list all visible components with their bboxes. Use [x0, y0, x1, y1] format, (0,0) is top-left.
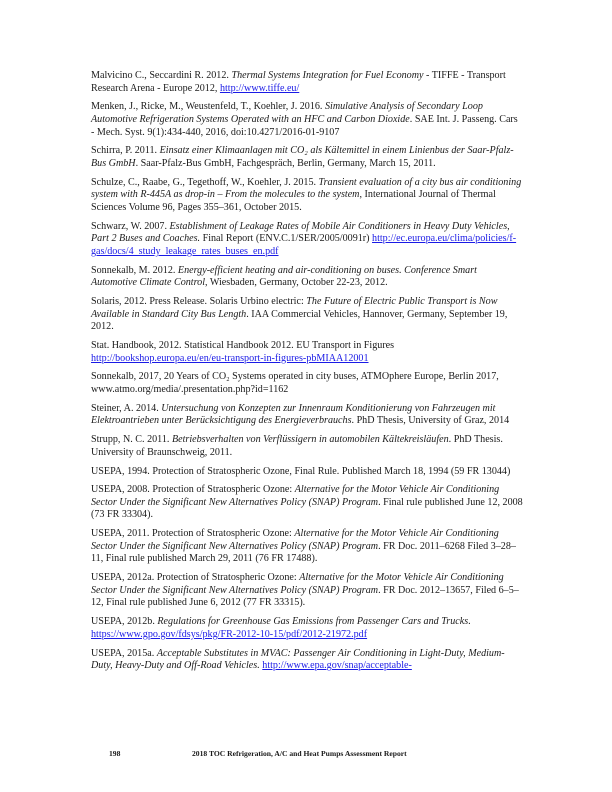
reference-entry [91, 296, 523, 334]
reference-text: . PhD Thesis, University of Graz, 2014 [351, 415, 510, 427]
reference-text: . SAE Int. J. Passeng. Cars - Mech. Syst. 9(1):434-440, 2016, doi:10.4271/2016-01-9107 [91, 113, 518, 138]
reference-entry [91, 221, 523, 259]
reference-text: Solaris, 2012. Press Release. Solaris Urbino electric: [91, 296, 307, 308]
reference-title: Energy-efficient heating and air-conditioning on buses. Conference Smart Automotive Climate Control [91, 264, 477, 289]
reference-text: . Saar-Pfalz-Bus GmbH, Fachgespräch, Berlin, Germany, March 15, 2011. [135, 157, 436, 169]
reference-text: USEPA, 2015a. [91, 647, 157, 659]
reference-link[interactable]: http://www.tiffe.eu/ [219, 82, 300, 94]
reference-title: The Future of Electric Public Transport is Now Available in Standard City Bus Length [91, 296, 498, 320]
reference-entry [91, 616, 523, 641]
reference-text: Sonnekalb, 2017, 20 Years of CO₂ Systems operated in city buses, ATMOphere Europe, Berlin 2017, www.atmo.org/media/.presentation.php?id=1162 [91, 371, 499, 395]
reference-text: USEPA, 2008. Protection of Stratospheric Ozone: [91, 484, 295, 496]
reference-text: Stat. Handbook, 2012. Statistical Handbook 2012. EU Transport in Figures [91, 340, 395, 351]
reference-text: . FR Doc. 2011–6268 Filed 3–28–11, Final rule published March 29, 2011 (76 FR 17488). [91, 540, 516, 565]
reference-title: Alternative for the Motor Vehicle Air Conditioning Sector Under the Significant New Alternatives Policy (SNAP) Program [91, 572, 504, 596]
reference-entry [91, 648, 523, 673]
reference-title: Betriebsverhalten von Verflüssigern in automobilen Kältekreisläufen [171, 434, 449, 446]
reference-link[interactable]: https://www.gpo.gov/fdsys/pkg/FR-2012-10-15/pdf/2012-21972.pdf [91, 628, 368, 640]
reference-text: - TIFFE - Transport Research Arena - Europe 2012, [91, 70, 506, 94]
reference-text: USEPA, 2012b. [91, 616, 158, 628]
reference-entry [91, 371, 523, 396]
reference-entry [91, 101, 523, 139]
reference-entry [91, 70, 523, 95]
reference-entry [91, 484, 523, 522]
reference-text: , Wiesbaden, Germany, October 22-23, 2012. [205, 277, 388, 289]
reference-link[interactable]: http://bookshop.europa.eu/en/eu-transport-in-figures-pbMIAA12001 [91, 352, 369, 364]
reference-text: Schwarz, W. 2007. [91, 220, 170, 232]
reference-text: . FR Doc. 2012–13657, Filed 6–5–12, Final rule published June 6, 2012 (77 FR 33315). [91, 584, 519, 609]
reference-text: . PhD Thesis. University of Braunschweig, 2011. [91, 434, 503, 458]
reference-entry [91, 340, 523, 365]
reference-entry [91, 265, 523, 290]
reference-title: Simulative Analysis of Secondary Loop Automotive Refrigeration Systems Operated with an HFC and Carbon Dioxide [91, 101, 483, 125]
reference-title: Regulations for Greenhouse Gas Emissions from Passenger Cars and Trucks [157, 616, 469, 628]
report-title: 2018 TOC Refrigeration, A/C and Heat Pumps Assessment Report [192, 749, 407, 758]
reference-text: USEPA, 1994. Protection of Stratospheric Ozone, Final Rule. Published March 18, 1994 (59 FR 13044) [91, 465, 511, 477]
reference-title: Acceptable Substitutes in MVAC: Passenger Air Conditioning in Light-Duty, Medium-Duty, Heavy-Duty and Off-Road Vehicles. [91, 647, 505, 672]
reference-title: Transient evaluation of a city bus air conditioning system with R-445A as drop-in – From the molecules to the system [91, 176, 522, 201]
reference-title: Alternative for the Motor Vehicle Air Conditioning Sector Under the Significant New Alternatives Policy (SNAP) Program [91, 528, 499, 552]
reference-text: Schulze, C., Raabe, G., Tegethoff, W., Koehler, J. 2015. [91, 176, 319, 188]
reference-text: . [468, 616, 471, 628]
reference-list [91, 70, 523, 679]
reference-entry [91, 403, 523, 428]
reference-title: Thermal Systems Integration for Fuel Economy [231, 70, 424, 81]
reference-title: Alternative for the Motor Vehicle Air Conditioning Sector Under the Significant New Alternatives Policy (SNAP) Program [91, 484, 500, 508]
page-number: 198 [109, 749, 121, 758]
reference-entry [91, 572, 523, 610]
reference-title: Untersuchung von Konzepten zur Innenraum Konditionierung von Fahrzeugen mit Elektroantrieben unter Berücksichtigung des Energieverbrauchs [91, 402, 496, 427]
reference-text: Sonnekalb, M. 2012. [91, 264, 178, 276]
reference-text: Final Report (ENV.C.1/SER/2005/0091r) [200, 233, 373, 245]
reference-text: Menken, J., Ricke, M., Weustenfeld, T., Koehler, J. 2016. [91, 101, 325, 113]
reference-link[interactable]: http://www.epa.gov/snap/acceptable- [262, 660, 412, 672]
reference-link[interactable]: http://ec.europa.eu/clima/policies/f-gas/docs/4_study_leakage_rates_buses_en.pdf [91, 233, 517, 257]
reference-text: USEPA, 2011. Protection of Stratospheric Ozone: [91, 528, 295, 540]
reference-text: . Final rule published June 12, 2008 (73 FR 33304). [91, 496, 523, 521]
reference-entry [91, 466, 523, 479]
reference-text: Steiner, A. 2014. [91, 402, 162, 414]
reference-text: Malvicino C., Seccardini R. 2012. [91, 70, 232, 81]
reference-entry [91, 528, 523, 566]
reference-text: , International Journal of Thermal Sciences Volume 96, Pages 355–361, October 2015. [91, 189, 496, 213]
reference-title: Establishment of Leakage Rates of Mobile Air Conditioners in Heavy Duty Vehicles, Part 2 Buses and Coaches. [91, 220, 510, 245]
reference-entry [91, 177, 523, 215]
reference-title: Einsatz einer Klimaanlagen mit CO₂ als Kältemittel in einem Linienbus der Saar-Pfalz-Bus GmbH [91, 145, 514, 169]
reference-entry [91, 434, 523, 459]
reference-entry [91, 145, 523, 170]
reference-text: Strupp, N. C. 2011. [91, 434, 172, 446]
reference-text: Schirra, P. 2011. [91, 145, 160, 157]
reference-text: . IAA Commercial Vehicles, Hannover, Germany, September 19, 2012. [91, 308, 508, 333]
reference-text: USEPA, 2012a. Protection of Stratospheric Ozone: [91, 572, 300, 584]
